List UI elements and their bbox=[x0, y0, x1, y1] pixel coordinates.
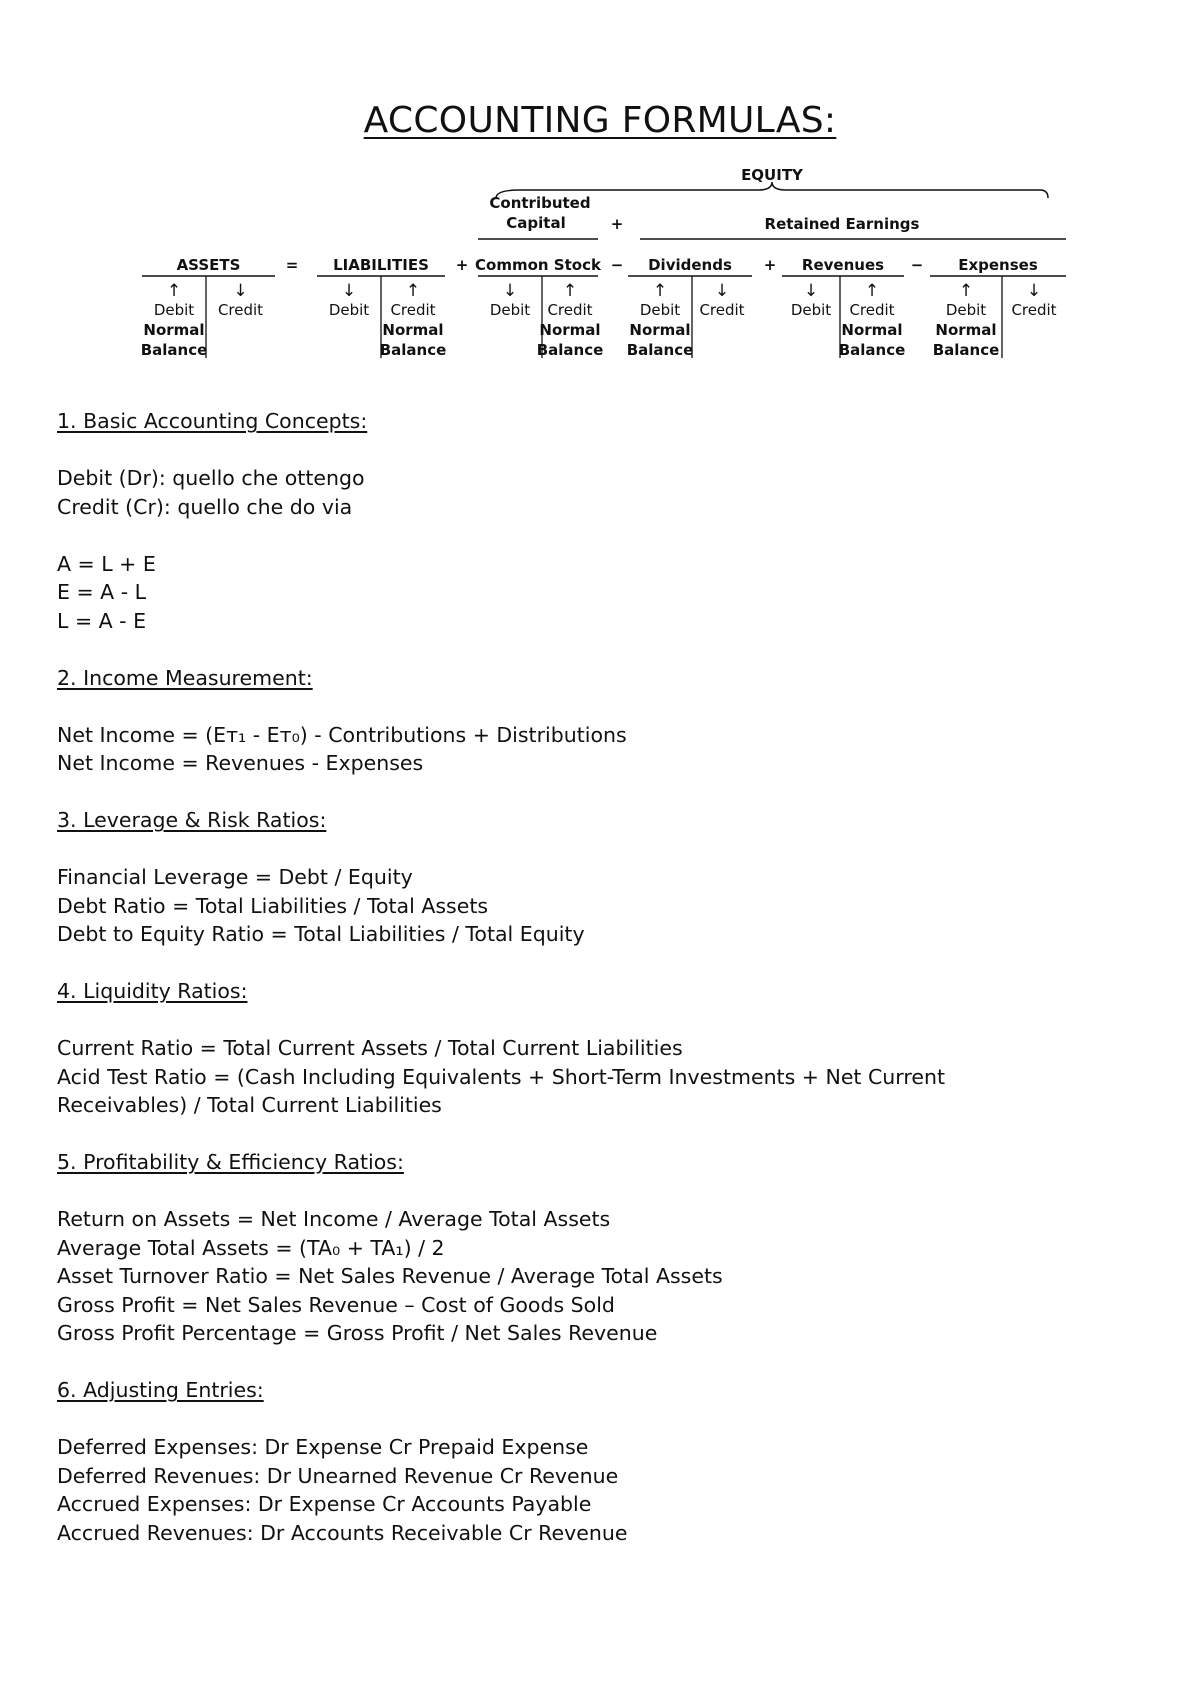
account-expenses-credit-text: Credit bbox=[1011, 301, 1057, 319]
account-expenses-debit-text: Debit bbox=[945, 301, 987, 319]
up-arrow-icon: ↑ bbox=[405, 281, 421, 301]
section bbox=[57, 664, 1157, 778]
account-revenues-credit-text: Balance bbox=[838, 341, 906, 359]
section bbox=[57, 977, 1157, 1120]
formula-line: Net Income = Revenues - Expenses bbox=[57, 751, 424, 775]
formula-line: Gross Profit Percentage = Gross Profit / Net Sales Revenue bbox=[57, 1321, 658, 1345]
account-dividends-label: Dividends bbox=[648, 256, 732, 274]
formula-line: Acid Test Ratio = (Cash Including Equivalents + Short-Term Investments + Net Current bbox=[57, 1064, 945, 1089]
section-heading: 5. Profitability & Efficiency Ratios: bbox=[57, 1150, 404, 1174]
formula-line: E = A - L bbox=[57, 580, 147, 604]
account-liabilities-debit-text: Debit bbox=[328, 301, 370, 319]
operator: − bbox=[910, 256, 924, 274]
account-liabilities-credit-text: Credit bbox=[390, 301, 436, 319]
account-assets-label: ASSETS bbox=[176, 256, 241, 274]
account-common-stock-credit-text: Normal bbox=[539, 321, 601, 339]
operator: − bbox=[610, 256, 624, 274]
up-arrow-icon: ↑ bbox=[958, 281, 974, 301]
contributed-capital-label: Capital bbox=[506, 214, 566, 232]
down-arrow-icon: ↓ bbox=[803, 281, 819, 301]
account-dividends-debit-text: Debit bbox=[639, 301, 681, 319]
formula-line: Debt Ratio = Total Liabilities / Total Assets bbox=[57, 893, 489, 918]
formula-line: Receivables) / Total Current Liabilities bbox=[57, 1093, 442, 1117]
retained-earnings-label: Retained Earnings bbox=[764, 215, 920, 233]
account-liabilities-label: LIABILITIES bbox=[333, 256, 429, 274]
account-revenues-credit-text: Credit bbox=[849, 301, 895, 319]
account-common-stock-label: Common Stock bbox=[475, 256, 601, 274]
formula-line: Deferred Revenues: Dr Unearned Revenue Cr Revenue bbox=[57, 1463, 619, 1488]
operator-plus: + bbox=[610, 215, 624, 233]
account-liabilities-credit-text: Balance bbox=[379, 341, 447, 359]
formula-line: Deferred Expenses: Dr Expense Cr Prepaid Expense bbox=[57, 1435, 589, 1459]
account-expenses-label: Expenses bbox=[958, 256, 1038, 274]
account-dividends-debit-text: Balance bbox=[626, 341, 694, 359]
down-arrow-icon: ↓ bbox=[341, 281, 357, 301]
accounting-equation-diagram bbox=[0, 160, 1200, 370]
account-revenues-label: Revenues bbox=[801, 256, 885, 274]
formula-line: Return on Assets = Net Income / Average Total Assets bbox=[57, 1207, 611, 1231]
operator: = bbox=[285, 256, 299, 274]
up-arrow-icon: ↑ bbox=[562, 281, 578, 301]
down-arrow-icon: ↓ bbox=[233, 281, 248, 301]
account-assets-debit-text: Balance bbox=[140, 341, 208, 359]
account-assets-credit-text: Credit bbox=[217, 301, 264, 319]
formula-sections bbox=[57, 407, 1157, 1576]
account-expenses-debit-text: Balance bbox=[932, 341, 1000, 359]
formula-line: Accrued Expenses: Dr Expense Cr Accounts Payable bbox=[57, 1492, 592, 1516]
formula-line: Accrued Revenues: Dr Accounts Receivable Cr Revenue bbox=[57, 1520, 628, 1545]
up-arrow-icon: ↑ bbox=[652, 281, 668, 301]
formula-line: Credit (Cr): quello che do via bbox=[57, 494, 353, 519]
formula-line: Net Income = (Eᴛ₁ - Eᴛ₀) - Contributions + Distributions bbox=[57, 722, 627, 747]
formula-line: Gross Profit = Net Sales Revenue – Cost of Goods Sold bbox=[57, 1292, 615, 1317]
section-heading: 2. Income Measurement: bbox=[57, 665, 313, 690]
account-expenses-debit-text: Normal bbox=[935, 321, 997, 339]
up-arrow-icon: ↑ bbox=[864, 281, 880, 301]
formula-line: Debt to Equity Ratio = Total Liabilities / Total Equity bbox=[57, 922, 585, 946]
equity-label: EQUITY bbox=[741, 166, 803, 184]
section-heading: 1. Basic Accounting Concepts: bbox=[57, 409, 368, 433]
section bbox=[57, 806, 1157, 949]
section bbox=[57, 1148, 1157, 1348]
account-common-stock-credit-text: Balance bbox=[536, 341, 604, 359]
account-assets-debit-text: Debit bbox=[153, 301, 195, 319]
formula-line: Average Total Assets = (TA₀ + TA₁) / 2 bbox=[57, 1235, 445, 1260]
account-assets-debit-text: Normal bbox=[143, 321, 205, 339]
account-common-stock-credit-text: Credit bbox=[547, 301, 593, 319]
formula-line: Current Ratio = Total Current Assets / Total Current Liabilities bbox=[57, 1036, 683, 1060]
down-arrow-icon: ↓ bbox=[502, 281, 518, 301]
down-arrow-icon: ↓ bbox=[1026, 281, 1042, 301]
account-liabilities-credit-text: Normal bbox=[382, 321, 444, 339]
formula-line: Debit (Dr): quello che ottengo bbox=[57, 466, 365, 490]
section-heading: 6. Adjusting Entries: bbox=[57, 1378, 264, 1402]
account-dividends-debit-text: Normal bbox=[629, 321, 691, 339]
section bbox=[57, 407, 1157, 635]
operator: + bbox=[763, 256, 777, 274]
account-dividends-credit-text: Credit bbox=[699, 301, 745, 319]
operator: + bbox=[455, 256, 469, 274]
page-title: ACCOUNTING FORMULAS: bbox=[363, 100, 837, 141]
section-heading: 3. Leverage & Risk Ratios: bbox=[57, 808, 327, 832]
account-common-stock-debit-text: Debit bbox=[489, 301, 531, 319]
account-revenues-debit-text: Debit bbox=[790, 301, 832, 319]
spacer bbox=[57, 521, 1157, 550]
up-arrow-icon: ↑ bbox=[166, 281, 182, 301]
section bbox=[57, 1376, 1157, 1547]
account-revenues-credit-text: Normal bbox=[841, 321, 903, 339]
section-heading: 4. Liquidity Ratios: bbox=[57, 979, 248, 1003]
contributed-capital-label: Contributed bbox=[489, 194, 591, 212]
down-arrow-icon: ↓ bbox=[714, 281, 730, 301]
formula-line: Asset Turnover Ratio = Net Sales Revenue / Average Total Assets bbox=[57, 1264, 723, 1288]
formula-line: Financial Leverage = Debt / Equity bbox=[57, 865, 413, 889]
formula-line: A = L + E bbox=[57, 551, 156, 576]
formula-line: L = A - E bbox=[57, 608, 147, 633]
